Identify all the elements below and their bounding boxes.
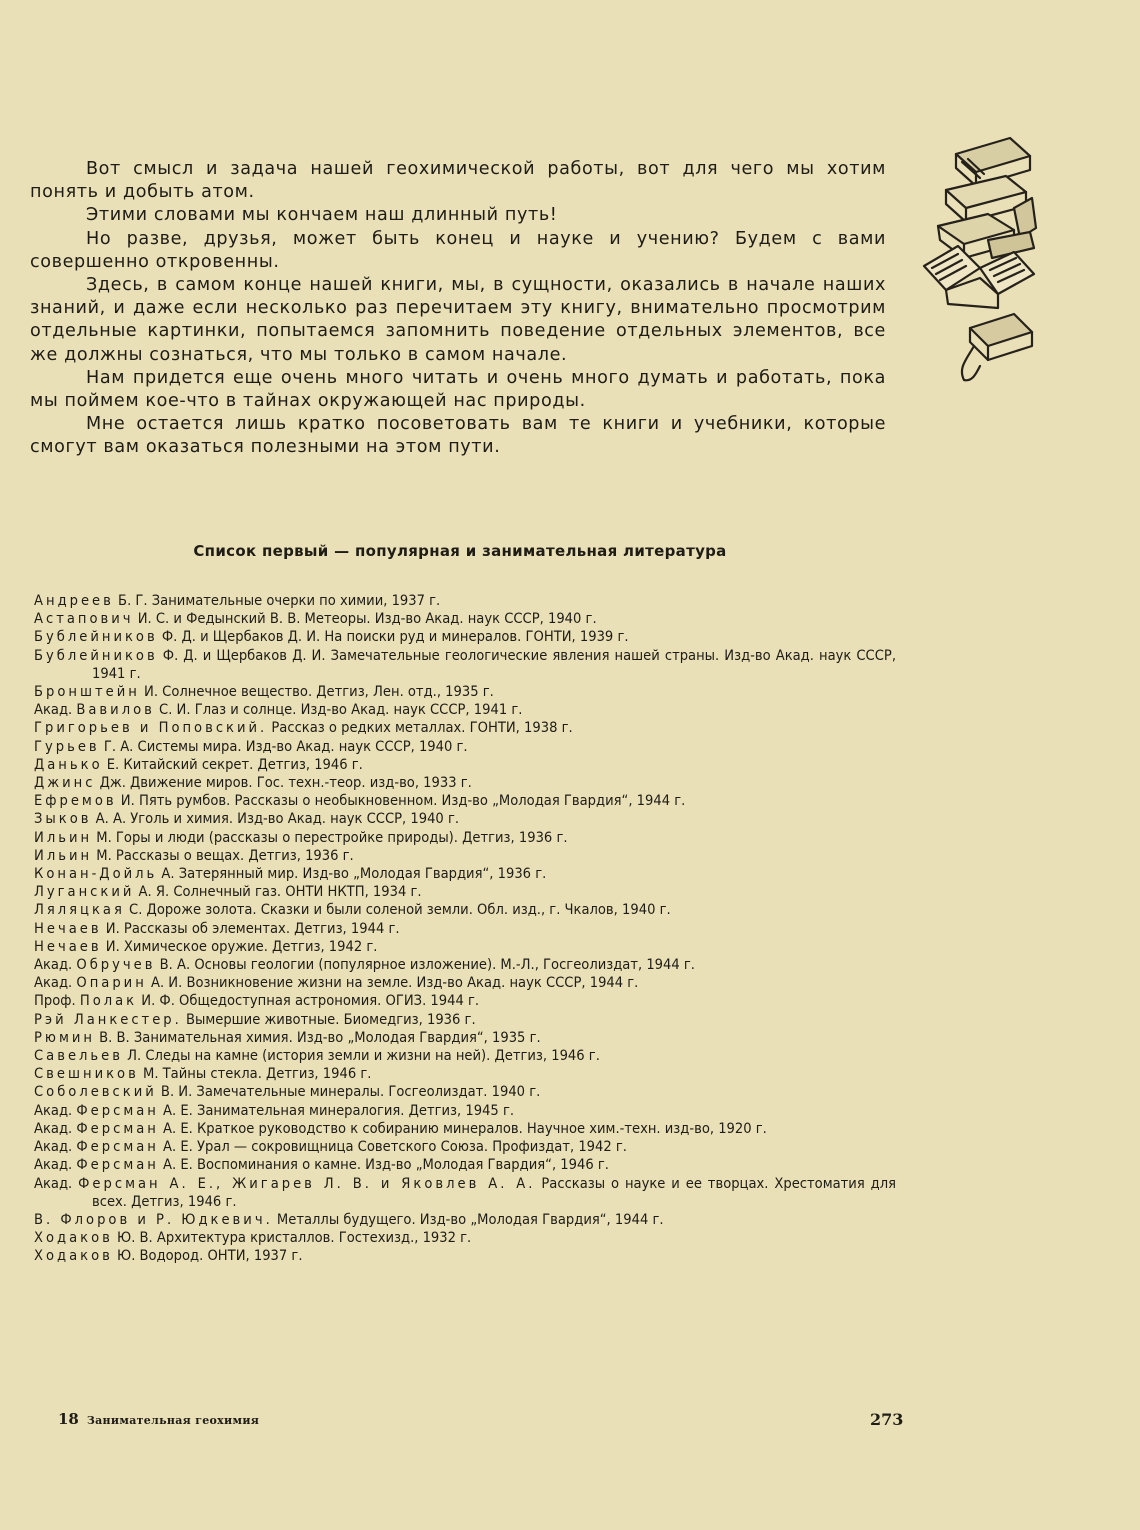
paragraph: Вот смысл и задача нашей геохимической работы, вот для чего мы хотим понять и добыть атом. [30,159,886,203]
title-prefix: Проф. [34,992,80,1010]
reference-item [34,1138,896,1156]
reference-details: М. Тайны стекла. Детгиз, 1946 г. [138,1065,372,1083]
reference-details: М. Рассказы о вещах. Детгиз, 1936 г. [92,846,354,864]
reference-details: Е. Китайский секрет. Детгиз, 1946 г. [102,755,363,773]
author-name: Рюмин [34,1028,95,1046]
reference-details: И. Пять румбов. Рассказы о необыкновенном. Изд-во „Молодая Гвардия“, 1944 г. [116,792,686,810]
author-name: Вавилов [76,701,155,719]
reference-item [34,974,896,992]
reference-item [34,883,896,901]
reference-details: И. Рассказы об элементах. Детгиз, 1944 г. [101,919,400,937]
reference-item [34,810,896,828]
author-name: Бронштейн [34,683,140,701]
title-prefix: Акад. [34,1119,77,1137]
page-number: 273 [870,1410,904,1429]
reference-item [34,1156,896,1174]
reference-item [34,1211,896,1229]
author-name: Ходаков [34,1229,113,1247]
reference-details: В. В. Занимательная химия. Изд-во „Молодая Гвардия“, 1935 г. [95,1028,541,1046]
reference-details: И. Солнечное вещество. Детгиз, Лен. отд., 1935 г. [139,683,494,701]
reference-item [34,1047,896,1065]
reference-item [34,774,896,792]
reference-item [34,592,896,610]
author-name: Андреев [34,592,114,609]
author-name: Рэй Ланкестер. [34,1010,182,1028]
author-name: Ляляцкая [34,901,125,919]
reference-details: С. Дороже золота. Сказки и были соленой земли. Обл. изд., г. Чкалов, 1940 г. [124,901,671,919]
title-prefix: Акад. [34,1138,77,1156]
paragraph: Здесь, в самом конце нашей книги, мы, в сущности, оказались в начале наших знаний, и даже если несколько раз перечитаем эту книгу, внимательно просмотрим отдельные картинки, попытаемся запомнить поведение отдельных элементов, все же должны сознаться, что мы только в самом начале. [30,275,886,365]
reference-item [34,628,896,646]
reference-item [34,992,896,1010]
author-name: Ферсман [76,1156,159,1174]
reference-details: А. Я. Солнечный газ. ОНТИ НКТП, 1934 г. [134,883,422,901]
author-name: Ильин [34,828,93,846]
reference-item [34,1083,896,1101]
author-name: В. Флоров и Р. Юдкевич. [34,1210,273,1228]
reference-item [34,738,896,756]
reference-details: А. А. Уголь и химия. Изд-во Акад. наук СССР, 1940 г. [91,810,460,828]
reference-details: Рассказ о редких металлах. ГОНТИ, 1938 г. [267,719,573,737]
author-name: Соболевский [34,1083,157,1101]
reference-details: Ф. Д. и Щербаков Д. И. Замечательные геологические явления нашей страны. Изд-во Акад. наук СССР, 1941 г. [92,646,896,682]
reference-item [34,1065,896,1083]
reference-item [34,847,896,865]
reference-details: Металлы будущего. Изд-во „Молодая Гвардия“, 1944 г. [272,1210,664,1228]
stacked-books-illustration [918,128,1038,390]
author-name: Бублейников [34,646,158,664]
reference-item [34,938,896,956]
paragraph: Мне остается лишь кратко посоветовать вам те книги и учебники, которые смогут вам оказаться полезными на этом пути. [30,414,886,458]
list-title: Список первый — популярная и занимательная литература [193,542,727,560]
title-prefix: Акад. [34,1101,77,1119]
author-name: Зыков [34,810,92,828]
reference-item [34,901,896,919]
author-name: Полак [79,992,138,1010]
reference-item [34,1247,896,1265]
reference-item [34,1102,896,1120]
reference-details: А. И. Возникновение жизни на земле. Изд-во Акад. наук СССР, 1944 г. [146,974,639,992]
reference-item [34,1120,896,1138]
author-name: Конан-Дойль [34,865,158,883]
reference-details: Б. Г. Занимательные очерки по химии, 1937 г. [113,592,441,609]
reference-details: И. С. и Федынский В. В. Метеоры. Изд-во Акад. наук СССР, 1940 г. [133,610,597,628]
reference-details: Г. А. Системы мира. Изд-во Акад. наук СССР, 1940 г. [99,737,468,755]
reference-item [34,719,896,737]
author-name: Данько [34,755,103,773]
reference-item [34,683,896,701]
author-name: Ферсман [76,1101,159,1119]
reference-details: Дж. Движение миров. Гос. техн.-теор. изд-во, 1933 г. [95,774,472,792]
author-name: Обручев [76,956,156,974]
author-name: Ферсман А. Е., Жигарев Л. В. и Яковлев А. А. [78,1174,536,1192]
reference-item [34,956,896,974]
author-name: Луганский [34,883,135,901]
reference-item [34,920,896,938]
author-name: Нечаев [34,919,102,937]
reference-list [34,592,896,1266]
reference-details: А. Е. Урал — сокровищница Советского Союза. Профиздат, 1942 г. [158,1138,627,1156]
reference-item [34,792,896,810]
reference-item [34,1029,896,1047]
title-prefix: Акад. [34,701,77,719]
author-name: Джинс [34,774,96,792]
reference-item [34,1175,896,1211]
title-prefix: Акад. [34,1156,77,1174]
author-name: Астапович [34,610,134,628]
page-footer [58,1410,259,1428]
reference-details: В. И. Замечательные минералы. Госгеолиздат. 1940 г. [156,1083,541,1101]
author-name: Ферсман [76,1138,159,1156]
running-title: Занимательная геохимия [86,1414,260,1427]
author-name: Опарин [76,974,147,992]
author-name: Григорьев и Поповский. [34,719,268,737]
reference-details: В. А. Основы геологии (популярное изложение). М.-Л., Госгеолиздат, 1944 г. [155,956,695,974]
author-name: Бублейников [34,628,158,646]
reference-item [34,701,896,719]
reference-details: А. Затерянный мир. Изд-во „Молодая Гвардия“, 1936 г. [157,865,547,883]
author-name: Ходаков [34,1247,113,1265]
reference-details: М. Горы и люди (рассказы о перестройке природы). Детгиз, 1936 г. [92,828,568,846]
reference-details: Ю. Водород. ОНТИ, 1937 г. [112,1247,303,1265]
reference-item [34,756,896,774]
reference-details: Рассказы о науке и ее творцах. Хрестоматия для всех. Детгиз, 1946 г. [92,1174,897,1210]
reference-details: И. Ф. Общедоступная астрономия. ОГИЗ. 1944 г. [137,992,480,1010]
reference-details: Ю. В. Архитектура кристаллов. Гостехизд., 1932 г. [112,1229,472,1247]
author-name: Савельев [34,1047,123,1065]
reference-item [34,610,896,628]
title-prefix: Акад. [34,974,77,992]
reference-item [34,865,896,883]
author-name: Ильин [34,846,93,864]
paragraph: Этими словами мы кончаем наш длинный путь! [86,205,558,226]
reference-item [34,1229,896,1247]
intro-text [30,158,886,460]
author-name: Гурьев [34,737,100,755]
signature-number: 18 [58,1410,79,1428]
author-name: Нечаев [34,937,102,955]
reference-item [34,829,896,847]
reference-details: И. Химическое оружие. Детгиз, 1942 г. [101,937,378,955]
reference-details: Л. Следы на камне (история земли и жизни на ней). Детгиз, 1946 г. [123,1047,600,1065]
author-name: Ефремов [34,792,117,810]
paragraph: Нам придется еще очень много читать и очень много думать и работать, пока мы поймем кое-что в тайнах окружающей нас природы. [30,367,886,412]
author-name: Свешников [34,1065,139,1083]
reference-details: А. Е. Краткое руководство к собиранию минералов. Научное хим.-техн. изд-во, 1920 г. [158,1119,767,1137]
reference-item [34,647,896,683]
reference-item [34,1011,896,1029]
reference-details: С. И. Глаз и солнце. Изд-во Акад. наук СССР, 1941 г. [154,701,523,719]
reference-details: Вымершие животные. Биомедгиз, 1936 г. [181,1010,476,1028]
reference-details: Ф. Д. и Щербаков Д. И. На поиски руд и минералов. ГОНТИ, 1939 г. [157,628,629,646]
author-name: Ферсман [76,1119,159,1137]
paragraph: Но разве, друзья, может быть конец и науке и учению? Будем с вами совершенно откровенны. [30,228,886,272]
title-prefix: Акад. [34,1174,79,1192]
title-prefix: Акад. [34,956,77,974]
reference-details: А. Е. Воспоминания о камне. Изд-во „Молодая Гвардия“, 1946 г. [158,1156,609,1174]
reference-details: А. Е. Занимательная минералогия. Детгиз, 1945 г. [158,1101,515,1119]
